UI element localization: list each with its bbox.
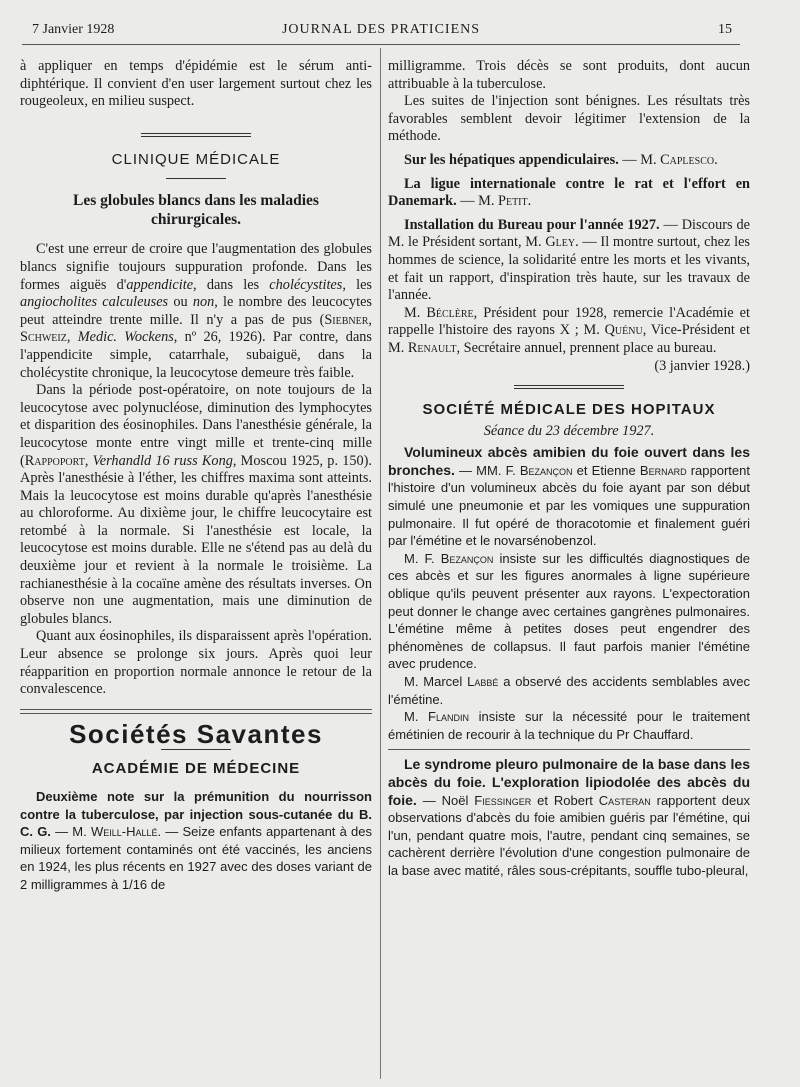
session-date: (3 janvier 1928.) <box>654 357 750 374</box>
globules-paragraph-1: C'est une erreur de croire que l'augmentation des globules blancs signifie toujours suppuration profonde. Dans les formes aiguës d'appendicite, dans les cholécystites, les angiocholites calculeuses ou non, le nombre des leucocytes peut atteindre trente mille. Il n'y a pas de pus (Siebner, Schweiz, Medic. Wockens, nº 26, 1926). Par contre, dans l'appendicite simple, catarrhale, subaiguë, dans la cholécystite chronique, la leucocytose demeure très faible. <box>20 241 372 381</box>
labbe-paragraph: M. Marcel Labbé a observé des accidents semblables avec l'émétine. <box>388 674 751 707</box>
column-divider <box>380 48 381 1079</box>
continuation-paragraph: milligramme. Trois décès se sont produits, dont aucun attribuable à la tuberculose. <box>388 58 750 92</box>
intro-paragraph: à appliquer en temps d'épidémie est le sérum anti-diphtérique. Il convient d'en user largement surtout chez les rougeoleux, en milieu suspect. <box>20 58 372 110</box>
hepatiques-item: Sur les hépatiques appendiculaires. — M. Caplesco. <box>404 151 718 168</box>
globules-article-title: Les globules blancs dans les maladies chirurgicales. <box>73 192 319 229</box>
page-header <box>22 20 740 45</box>
suites-paragraph: Les suites de l'injection sont bénignes. Les résultats très favorables semblent devoir légitimer l'extension de la méthode. <box>388 93 750 145</box>
clinique-section-title: CLINIQUE MÉDICALE <box>111 150 281 168</box>
abces-paragraph: Volumineux abcès amibien du foie ouvert dans les bronches. — MM. F. Bezançon et Etienne Bernard rapportent l'histoire d'un volumineux abcès du foie ayant par son début simulé une pneumonie et par les vomiques une suppuration pulmonaire. Il fut opéré de thoracotomie et finalement guéri par l'émétine et le novarsénobenzol. <box>388 444 750 549</box>
premunition-paragraph: Deuxième note sur la prémunition du nourrisson contre la tuberculose, par injection sous-cutanée du B. C. G. — M. Weill-Hallé. — Seize enfants appartenant à des milieux fortement contaminés ont été vaccinés, les anciens en 1924, les plus récents en 1927 avec des doses variant de 2 milligrammes à 1/16 de <box>20 789 372 892</box>
globules-paragraph-3: Quant aux éosinophiles, ils disparaissent après l'opération. Leur absence se prolonge six jours. Après quoi leur réapparition en proportion normale annonce le retour de la convalescence. <box>20 628 372 698</box>
academie-title: ACADÉMIE DE MÉDECINE <box>91 760 301 778</box>
syndrome-paragraph: Le syndrome pleuro pulmonaire de la base dans les abcès du foie. L'exploration lipiodolée des abcès du foie. — Noël Fiessinger et Robert Casteran rapportent deux observations d'abcès du foie amibien guéris par l'émétine, qui l'un, pendant quatre mois, l'autre, pendant cinq semaines, se cachèrent derrière l'évolution d'une congestion pulmonaire de la base avec matité, râles sous-crépitants, souffle tubo-pleural, <box>388 756 750 878</box>
installation-item: Installation du Bureau pour l'année 1927. — Discours de M. le Président sortant, M. Gley. — Il montre surtout, chez les hommes de science, la solidarité entre les morts et les vivants, et fait un rapport, d'inspiration très haute, sur les travaux de l'année. <box>388 216 750 304</box>
beclere-paragraph: M. Béclère, Président pour 1928, remercie l'Académie et rappelle l'histoire des rayons X ; M. Quénu, Vice-Président et M. Renault, Secrétaire annuel, prennent place au bureau. <box>388 304 750 356</box>
journal-title: JOURNAL DES PRATICIENS <box>281 22 481 37</box>
ligue-item: La ligue internationale contre le rat et l'effort en Danemark. — M. Petit. <box>388 175 750 210</box>
page-number: 15 <box>718 22 732 37</box>
globules-paragraph-2: Dans la période post-opératoire, on note toujours de la leucocytose avec polynucléose, diminution des lymphocytes et disparition des éosinophiles. Dans l'anesthésie générale, la leucocytose monte entre vingt mille et trente-cinq mille (Rappoport, Verhandld 16 russ Kong, Moscou 1925, p. 150). Après l'anesthésie à l'éther, les chiffres maxima sont atteints. Mais la leucocytose est moins durable qu'après l'anesthésie au chloroforme. Au dixième jour, le chiffre leucocytaire est retombé à la normale. Si l'anesthésie est locale, la leucocytose est moins durable. Elle ne s'étend pas au delà du deuxième jour et revient à la normale le troisième. La rachianesthésie à la cocaïne amène des résultats inverses. On observe non une augmentation, mais une diminution de globules blancs. <box>20 382 372 627</box>
seance-date: Séance du 23 décembre 1927. <box>483 422 655 439</box>
flandin-paragraph: M. Flandin insiste sur la nécessité pour le traitement émétinien de recourir à la technique du Pr Chauffard. <box>388 709 750 742</box>
issue-date: 7 Janvier 1928 <box>32 22 115 37</box>
societes-savantes-title: Sociétés Savantes <box>69 718 323 749</box>
societe-medicale-title: SOCIÉTÉ MÉDICALE DES HOPITAUX <box>422 401 716 419</box>
right-column <box>388 58 750 1079</box>
left-column <box>20 58 372 1079</box>
bezancon-paragraph: M. F. Bezançon insiste sur les difficultés diagnostiques de ces abcès et sur les figures anormales à ligne supérieure oblique qu'ils peuvent présenter aux rayons. L'expectoration peut donner le change avec certaines gangrènes pulmonaires. L'émétine même à petites doses peut engendrer des phénomènes de collapsus. Il faut parfois manier l'émétine avec prudence. <box>388 550 750 672</box>
